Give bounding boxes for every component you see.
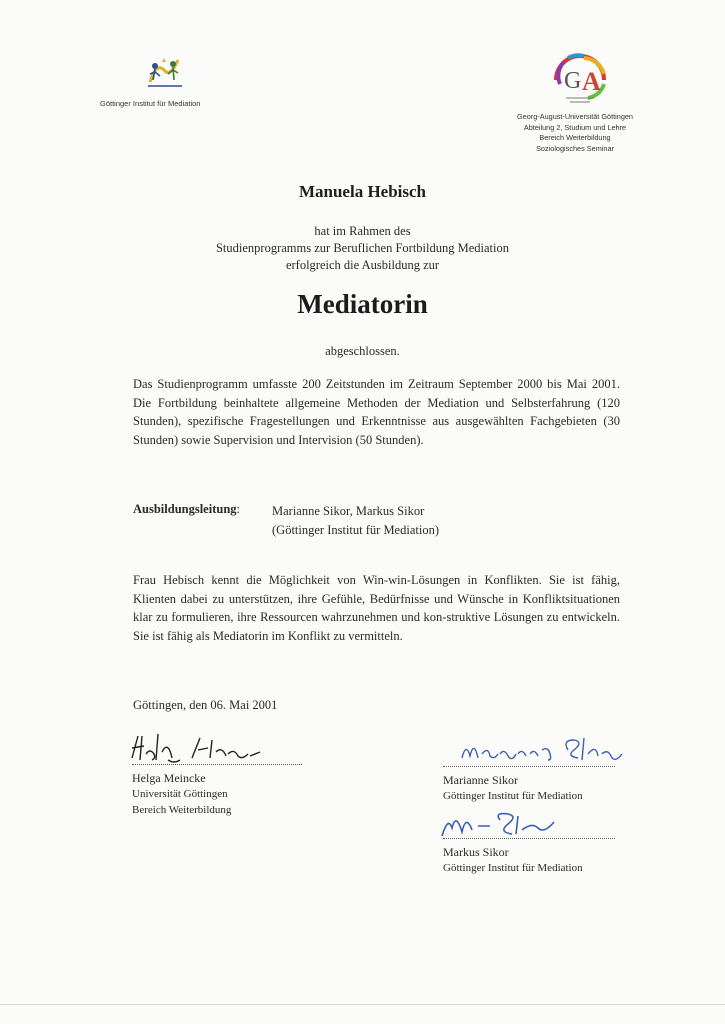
program-description: Das Studienprogramm umfasste 200 Zeitstunden im Zeitraum September 2000 bis Mai 2001. Die Fortbildung beinhaltete allgemeine Methoden der Mediation und Selbsterfahrung (120 Stunden), spezifische Fragestellungen und Erkenntnisse aus ausgewählten Fachgebieten (30 Stunden) sowie Supervision und Intervision (50 Stunden). bbox=[133, 377, 620, 447]
markus-signature-image bbox=[438, 806, 578, 847]
helga-signature-block bbox=[132, 770, 231, 818]
completed-text: abgeschlossen. bbox=[325, 344, 400, 358]
marianne-signature-line bbox=[443, 766, 615, 767]
leitung-names-block bbox=[272, 502, 439, 539]
svg-text:A: A bbox=[582, 67, 601, 96]
competence-description: Frau Hebisch kennt die Möglichkeit von Win-win-Lösungen in Konflikten. Sie ist fähig, Klienten dabei zu unterstützen, ihre Gefühle, Bedürfnisse und Wünsche in Konfliktsituationen klar zu formulieren, ihre Ressourcen wahrzunehmen und kon-struktive Lösungen zu entwickeln. Sie ist fähig als Mediatorin im Konflikt zu vermitteln. bbox=[133, 573, 620, 643]
leitung-label: Ausbildungsleitung bbox=[133, 502, 237, 516]
helga-signature-line bbox=[132, 764, 302, 765]
page-bottom-edge bbox=[0, 1004, 725, 1005]
markus-affiliation: Göttinger Institut für Mediation bbox=[443, 862, 583, 874]
intro-line: Studienprogramms zur Beruflichen Fortbildung Mediation bbox=[215, 241, 509, 255]
leitung-names: Marianne Sikor, Markus Sikor bbox=[272, 504, 425, 518]
leitung-institute: (Göttinger Institut für Mediation) bbox=[272, 522, 439, 537]
left-institute-name: Göttinger Institut für Mediation bbox=[100, 99, 201, 108]
svg-text:G: G bbox=[564, 68, 582, 94]
leitung-label-group bbox=[133, 502, 240, 517]
place-and-date: Göttingen, den 06. Mai 2001 bbox=[133, 698, 278, 712]
helga-department: Bereich Weiterbildung bbox=[132, 804, 232, 816]
mediation-institute-logo-icon bbox=[140, 52, 190, 92]
helga-affiliation: Universität Göttingen bbox=[132, 788, 228, 800]
markus-name: Markus Sikor bbox=[443, 845, 509, 859]
certificate-intro bbox=[0, 223, 725, 274]
marianne-name: Marianne Sikor bbox=[443, 773, 518, 787]
markus-signature-line bbox=[443, 838, 615, 839]
certificate-title: Mediatorin bbox=[297, 289, 428, 319]
marianne-affiliation: Göttinger Institut für Mediation bbox=[443, 790, 583, 802]
university-address-block bbox=[490, 112, 660, 154]
university-line: Bereich Weiterbildung bbox=[539, 133, 611, 142]
marianne-signature-block bbox=[443, 772, 583, 804]
markus-signature-block bbox=[443, 844, 583, 876]
university-line: Georg-August-Universität Göttingen bbox=[517, 112, 633, 121]
university-line: Soziologisches Seminar bbox=[536, 143, 614, 153]
intro-line: hat im Rahmen des bbox=[314, 224, 411, 238]
intro-line: erfolgreich die Ausbildung zur bbox=[285, 258, 440, 272]
helga-name: Helga Meincke bbox=[132, 771, 206, 785]
university-logo-icon bbox=[544, 46, 616, 108]
recipient-name: Manuela Hebisch bbox=[298, 182, 427, 201]
university-line: Abteilung 2, Studium und Lehre bbox=[523, 122, 627, 132]
leitung-colon: : bbox=[236, 502, 241, 516]
